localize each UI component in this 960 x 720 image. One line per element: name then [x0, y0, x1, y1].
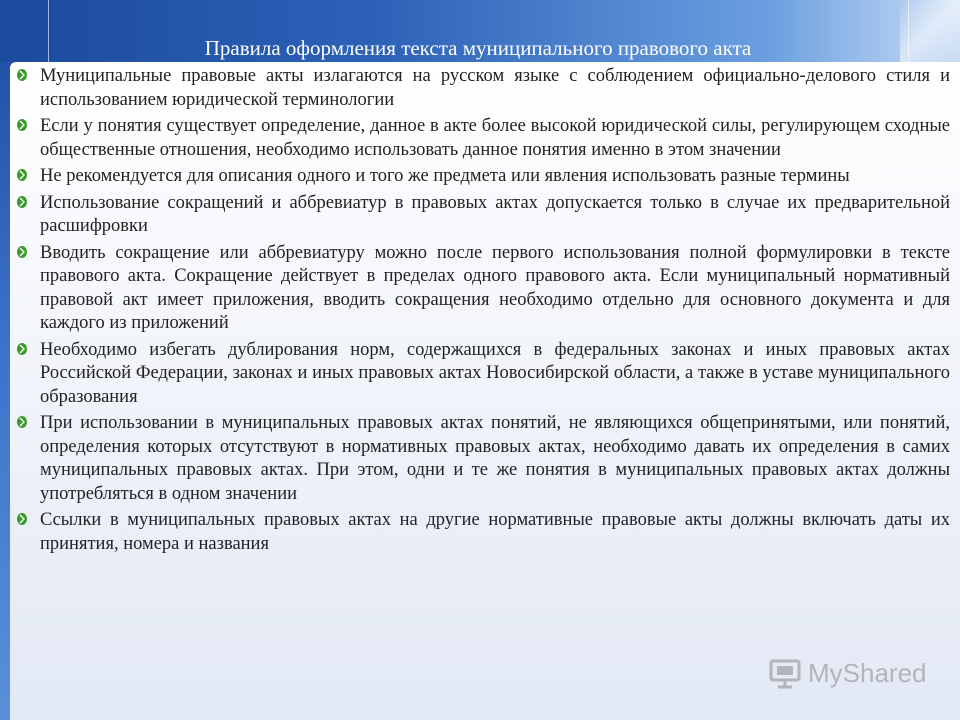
bullet-icon	[15, 512, 29, 526]
bullet-item	[10, 412, 960, 506]
bullet-icon	[15, 168, 29, 182]
bullet-icon	[15, 245, 29, 259]
bullet-text: Муниципальные правовые акты излагаются на русском языке с соблюдением официально-делового стиля и использованием юридической терминологии	[40, 66, 950, 110]
bullet-text: Ссылки в муниципальных правовых актах на другие нормативные правовые акты должны включать даты их принятия, номера и названия	[40, 510, 950, 554]
bullet-item	[10, 339, 960, 410]
bullet-text: Вводить сокращение или аббревиатуру можно после первого использования полной формулировки в тексте правового акта. Сокращение действует в пределах одного правового акта. Если муниципальный нормативный правовой акт имеет приложения, вводить сокращения необходимо отдельно для основного документа и для каждого из приложений	[40, 242, 950, 333]
watermark	[768, 655, 927, 691]
bullet-text: Не рекомендуется для описания одного и того же предмета или явления использовать разные термины	[40, 166, 850, 186]
bullet-item	[10, 165, 960, 189]
bullet-list	[10, 65, 960, 559]
bullet-item	[10, 242, 960, 336]
presentation-board-icon	[768, 656, 802, 690]
bullet-item	[10, 192, 960, 239]
watermark-text: MyShared	[808, 657, 927, 688]
background-corner-shine	[900, 0, 960, 62]
bullet-item	[10, 65, 960, 112]
bullet-icon	[15, 118, 29, 132]
content-panel	[10, 62, 960, 720]
bullet-text: При использовании в муниципальных правовых актах понятий, не являющихся общепринятыми, или понятий, определения которых отсутствуют в нормативных правовых актах, необходимо давать их определения в самих муниципальных правовых актах. При этом, одни и те же понятия в муниципальных правовых актах должны употребляться в одном значении	[40, 413, 950, 504]
bullet-text: Использование сокращений и аббревиатур в правовых актах допускается только в случае их предварительной расшифровки	[40, 192, 950, 236]
slide-title: Правила оформления текста муниципального правового акта	[204, 36, 752, 60]
bullet-icon	[15, 195, 29, 209]
bullet-text: Необходимо избегать дублирования норм, содержащихся в федеральных законах и иных правовых актах Российской Федерации, законах и иных правовых актах Новосибирской области, а также в уставе муниципального образования	[40, 339, 950, 407]
bullet-item	[10, 115, 960, 162]
bullet-icon	[15, 415, 29, 429]
bullet-item	[10, 509, 960, 556]
bullet-icon	[15, 342, 29, 356]
bullet-icon	[15, 68, 29, 82]
frame-line-right	[908, 0, 909, 62]
bullet-text: Если у понятия существует определение, данное в акте более высокой юридической силы, регулирующем сходные общественные отношения, необходимо использовать данное понятия именно в этом значении	[40, 116, 950, 160]
